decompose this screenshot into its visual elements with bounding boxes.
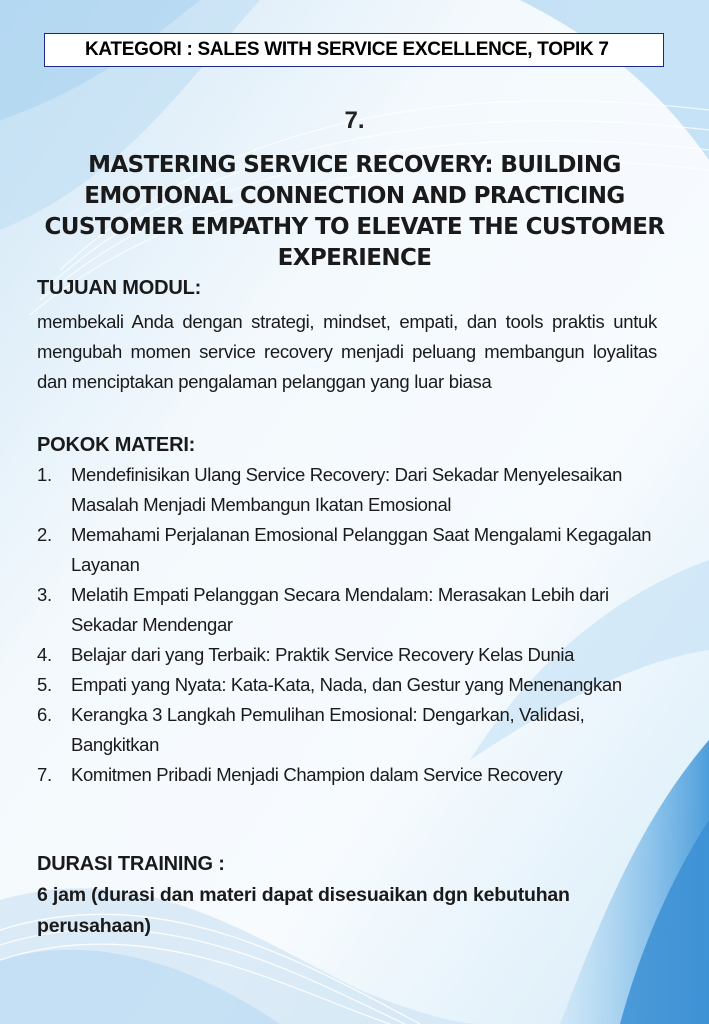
list-item-number: 1. xyxy=(37,464,52,485)
list-item xyxy=(37,520,677,580)
list-item-number: 5. xyxy=(37,674,52,695)
objective-heading: TUJUAN MODUL: xyxy=(37,277,202,299)
list-item-text: Komitmen Pribadi Menjadi Champion dalam Service Recovery xyxy=(71,764,563,785)
list-item xyxy=(37,580,677,640)
module-title: MASTERING SERVICE RECOVERY: BUILDING EMOTIONAL CONNECTION AND PRACTICING CUSTOMER EMPATHY TO ELEVATE THE CUSTOMER EXPERIENCE xyxy=(44,152,665,271)
list-item xyxy=(37,760,677,790)
list-item-number: 3. xyxy=(37,584,52,605)
list-item-text: Belajar dari yang Terbaik: Praktik Service Recovery Kelas Dunia xyxy=(71,644,575,665)
list-item xyxy=(37,640,677,670)
list-item-text: Empati yang Nyata: Kata-Kata, Nada, dan Gestur yang Menenangkan xyxy=(71,674,622,695)
topics-list xyxy=(37,460,677,790)
list-item xyxy=(37,700,677,760)
list-item-text: Memahami Perjalanan Emosional Pelanggan Saat Mengalami Kegagalan Layanan xyxy=(71,524,652,575)
list-item-text: Mendefinisikan Ulang Service Recovery: Dari Sekadar Menyelesaikan Masalah Menjadi Membangun Ikatan Emosional xyxy=(71,464,623,515)
topics-heading: POKOK MATERI: xyxy=(37,434,196,456)
list-item-number: 7. xyxy=(37,764,52,785)
list-item xyxy=(37,670,677,700)
list-item-text: Melatih Empati Pelanggan Secara Mendalam: Merasakan Lebih dari Sekadar Mendengar xyxy=(71,584,609,635)
topic-number: 7. xyxy=(344,107,365,134)
category-text: KATEGORI : SALES WITH SERVICE EXCELLENCE, TOPIK 7 xyxy=(85,39,609,60)
duration-text: 6 jam (durasi dan materi dapat disesuaikan dgn kebutuhan perusahaan) xyxy=(37,884,570,937)
list-item-number: 4. xyxy=(37,644,52,665)
list-item-number: 6. xyxy=(37,704,52,725)
list-item-number: 2. xyxy=(37,524,52,545)
list-item-text: Kerangka 3 Langkah Pemulihan Emosional: Dengarkan, Validasi, Bangkitkan xyxy=(71,704,585,755)
objective-text: membekali Anda dengan strategi, mindset, empati, dan tools praktis untuk mengubah momen service recovery menjadi peluang membangun loyalitas dan menciptakan pengalaman pelanggan yang luar biasa xyxy=(37,311,657,392)
duration-heading: DURASI TRAINING : xyxy=(37,853,225,875)
category-banner xyxy=(44,33,664,67)
list-item xyxy=(37,460,677,520)
